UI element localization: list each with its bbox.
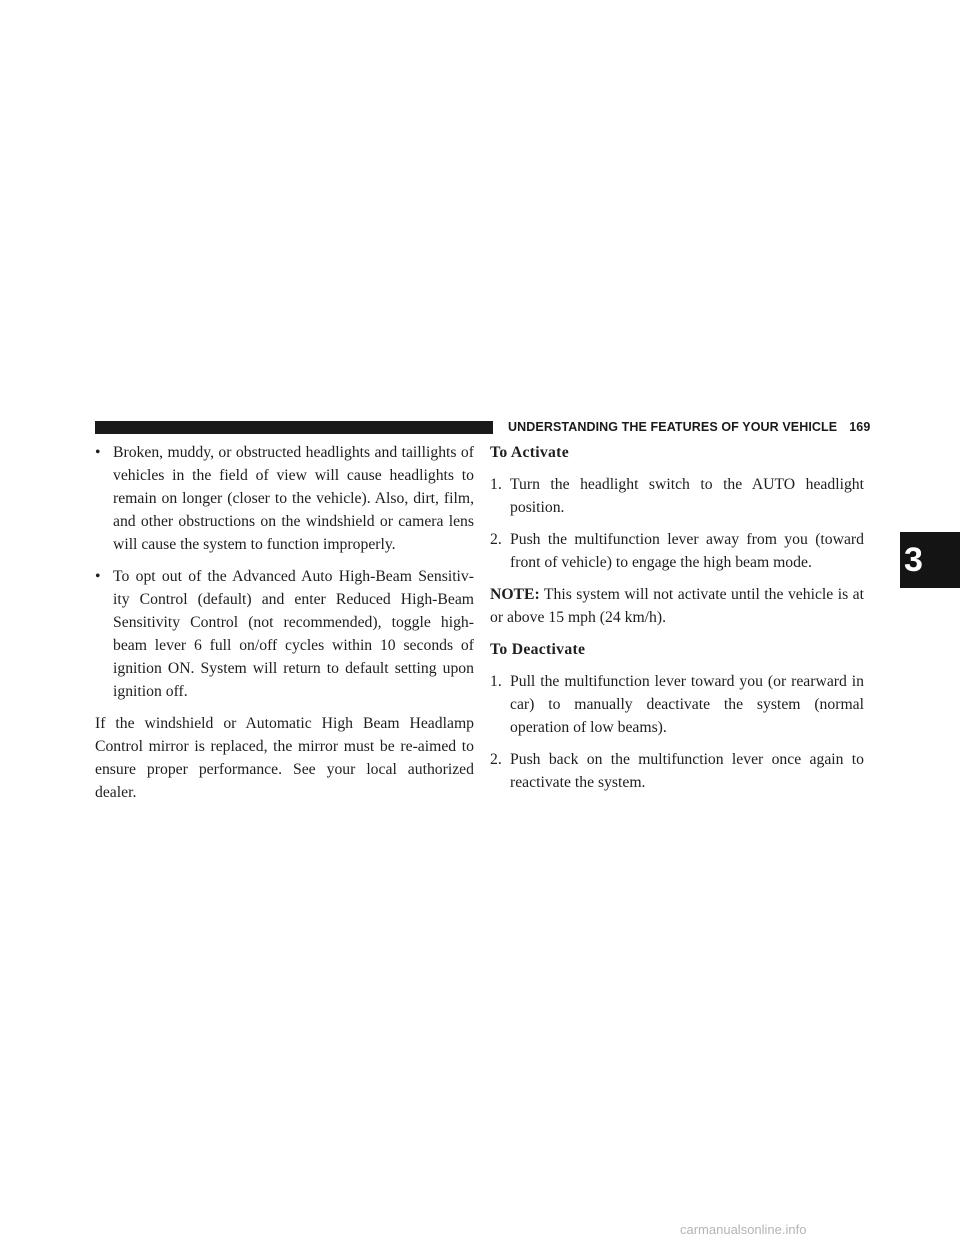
step-number: 2. [490,531,502,548]
step-number: 1. [490,476,502,493]
activate-heading: To Activate [490,444,569,461]
bullet-item [95,565,474,703]
left-column [95,441,474,813]
right-column [490,441,864,803]
deactivate-step [490,670,864,739]
header-title: UNDERSTANDING THE FEATURES OF YOUR VEHICLE [508,420,838,434]
note-label: NOTE: [490,586,540,603]
bullet-icon: • [95,444,101,461]
step-text: Push the multifunction lever away from you (toward front of vehicle) to engage the high beam mode. [510,531,864,571]
chapter-tab: 3 [900,532,960,588]
step-text: Pull the multifunction lever toward you (or rearward in car) to manually deactivate the system (normal operation of low beams). [510,673,864,736]
deactivate-heading: To Deactivate [490,641,586,658]
note-paragraph [490,583,864,629]
bullet-item [95,441,474,556]
deactivate-step [490,748,864,794]
bullet-icon: • [95,568,101,585]
step-text: Push back on the multifunction lever once again to reactivate the system. [510,751,864,791]
bullet-text: Broken, muddy, or obstructed headlights and taillights of vehicles in the field of view will cause headlights to remain on longer (closer to the vehicle). Also, dirt, film, and other obstructions on the windshield or camera lens will cause the system to function improperly. [113,444,474,553]
note-text: This system will not activate until the vehicle is at or above 15 mph (24 km/h). [490,586,865,626]
body-paragraph: If the windshield or Automatic High Beam Headlamp Control mirror is replaced, the mirror must be re-aimed to ensure proper performance. See your local authorized dealer. [95,715,474,801]
watermark: carmanualsonline.info [680,1222,807,1237]
step-text: Turn the headlight switch to the AUTO headlight position. [510,476,864,516]
bullet-text: To opt out of the Advanced Auto High-Beam Sensitiv- ity Control (default) and enter Reduced High-Beam Sensitivity Control (not recommended), toggle high- beam lever 6 full on/off cycles within 10 seconds of ignition ON. System will return to default setting upon ignition off. [113,568,474,700]
activate-step [490,528,864,574]
page-number: 169 [849,420,871,434]
activate-step [490,473,864,519]
header-rule [95,421,493,434]
step-number: 1. [490,673,502,690]
step-number: 2. [490,751,502,768]
running-header [508,420,870,435]
